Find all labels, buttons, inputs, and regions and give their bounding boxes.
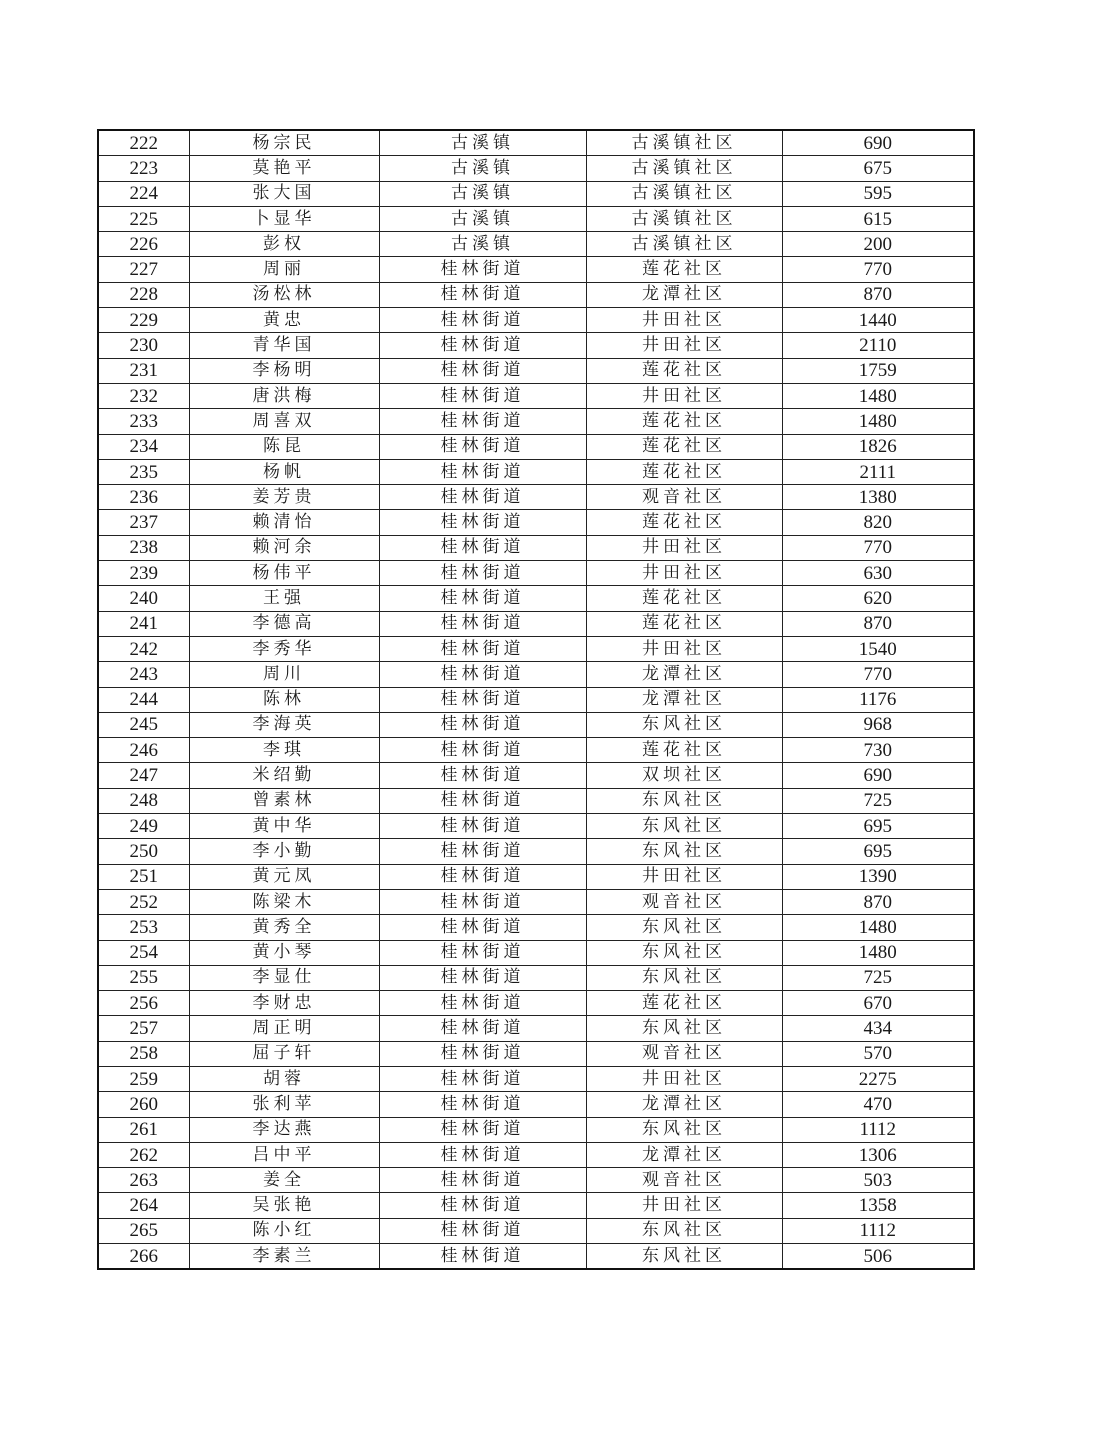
amount-cell: 1759 <box>782 358 974 383</box>
table-row <box>98 561 974 586</box>
community-cell: 观音社区 <box>586 1041 782 1066</box>
community-cell: 莲花社区 <box>586 991 782 1016</box>
table-row <box>98 1193 974 1218</box>
name-cell: 杨宗民 <box>189 130 379 156</box>
row-number-cell: 251 <box>98 864 189 889</box>
town-cell: 桂林街道 <box>379 358 586 383</box>
table-row <box>98 257 974 282</box>
amount-cell: 1112 <box>782 1117 974 1142</box>
row-number-cell: 222 <box>98 130 189 156</box>
community-cell: 井田社区 <box>586 308 782 333</box>
row-number-cell: 244 <box>98 687 189 712</box>
table-row <box>98 383 974 408</box>
town-cell: 桂林街道 <box>379 839 586 864</box>
name-cell: 周正明 <box>189 1016 379 1041</box>
name-cell: 杨伟平 <box>189 561 379 586</box>
name-cell: 王强 <box>189 586 379 611</box>
community-cell: 古溪镇社区 <box>586 181 782 206</box>
amount-cell: 2275 <box>782 1066 974 1091</box>
name-cell: 黄小琴 <box>189 940 379 965</box>
community-cell: 莲花社区 <box>586 738 782 763</box>
amount-cell: 870 <box>782 889 974 914</box>
name-cell: 李海英 <box>189 712 379 737</box>
amount-cell: 434 <box>782 1016 974 1041</box>
name-cell: 李财忠 <box>189 991 379 1016</box>
community-cell: 莲花社区 <box>586 358 782 383</box>
name-cell: 李素兰 <box>189 1244 379 1270</box>
row-number-cell: 257 <box>98 1016 189 1041</box>
amount-cell: 1480 <box>782 383 974 408</box>
row-number-cell: 263 <box>98 1168 189 1193</box>
row-number-cell: 239 <box>98 561 189 586</box>
name-cell: 黄元凤 <box>189 864 379 889</box>
town-cell: 桂林街道 <box>379 991 586 1016</box>
name-cell: 杨帆 <box>189 459 379 484</box>
town-cell: 桂林街道 <box>379 788 586 813</box>
name-cell: 黄忠 <box>189 308 379 333</box>
row-number-cell: 250 <box>98 839 189 864</box>
community-cell: 东风社区 <box>586 814 782 839</box>
town-cell: 古溪镇 <box>379 232 586 257</box>
town-cell: 古溪镇 <box>379 206 586 231</box>
amount-cell: 2111 <box>782 459 974 484</box>
table-row <box>98 459 974 484</box>
town-cell: 桂林街道 <box>379 662 586 687</box>
town-cell: 桂林街道 <box>379 561 586 586</box>
table-row <box>98 181 974 206</box>
name-cell: 黄中华 <box>189 814 379 839</box>
row-number-cell: 245 <box>98 712 189 737</box>
table-row <box>98 409 974 434</box>
amount-cell: 870 <box>782 611 974 636</box>
row-number-cell: 235 <box>98 459 189 484</box>
name-cell: 陈林 <box>189 687 379 712</box>
community-cell: 莲花社区 <box>586 409 782 434</box>
name-cell: 周丽 <box>189 257 379 282</box>
town-cell: 桂林街道 <box>379 915 586 940</box>
amount-cell: 725 <box>782 965 974 990</box>
name-cell: 赖清怡 <box>189 510 379 535</box>
name-cell: 张大国 <box>189 181 379 206</box>
amount-cell: 1112 <box>782 1218 974 1243</box>
row-number-cell: 231 <box>98 358 189 383</box>
row-number-cell: 261 <box>98 1117 189 1142</box>
amount-cell: 615 <box>782 206 974 231</box>
name-cell: 青华国 <box>189 333 379 358</box>
town-cell: 桂林街道 <box>379 814 586 839</box>
row-number-cell: 258 <box>98 1041 189 1066</box>
amount-cell: 690 <box>782 763 974 788</box>
row-number-cell: 243 <box>98 662 189 687</box>
row-number-cell: 253 <box>98 915 189 940</box>
community-cell: 东风社区 <box>586 788 782 813</box>
row-number-cell: 246 <box>98 738 189 763</box>
amount-cell: 595 <box>782 181 974 206</box>
table-row <box>98 864 974 889</box>
table-row <box>98 1066 974 1091</box>
community-cell: 东风社区 <box>586 940 782 965</box>
amount-cell: 770 <box>782 257 974 282</box>
row-number-cell: 241 <box>98 611 189 636</box>
amount-cell: 1540 <box>782 636 974 661</box>
row-number-cell: 223 <box>98 156 189 181</box>
amount-cell: 820 <box>782 510 974 535</box>
table-row <box>98 282 974 307</box>
row-number-cell: 260 <box>98 1092 189 1117</box>
community-cell: 龙潭社区 <box>586 282 782 307</box>
name-cell: 张利苹 <box>189 1092 379 1117</box>
town-cell: 桂林街道 <box>379 257 586 282</box>
table-row <box>98 232 974 257</box>
town-cell: 桂林街道 <box>379 940 586 965</box>
amount-cell: 770 <box>782 535 974 560</box>
name-cell: 陈梁木 <box>189 889 379 914</box>
community-cell: 井田社区 <box>586 383 782 408</box>
name-cell: 李琪 <box>189 738 379 763</box>
row-number-cell: 240 <box>98 586 189 611</box>
name-cell: 李杨明 <box>189 358 379 383</box>
table-row <box>98 333 974 358</box>
table-row <box>98 1041 974 1066</box>
amount-cell: 470 <box>782 1092 974 1117</box>
name-cell: 莫艳平 <box>189 156 379 181</box>
row-number-cell: 247 <box>98 763 189 788</box>
community-cell: 井田社区 <box>586 333 782 358</box>
town-cell: 古溪镇 <box>379 156 586 181</box>
name-cell: 唐洪梅 <box>189 383 379 408</box>
amount-cell: 1176 <box>782 687 974 712</box>
name-cell: 黄秀全 <box>189 915 379 940</box>
table-row <box>98 889 974 914</box>
table-row <box>98 1218 974 1243</box>
name-cell: 屈子轩 <box>189 1041 379 1066</box>
row-number-cell: 230 <box>98 333 189 358</box>
town-cell: 古溪镇 <box>379 130 586 156</box>
row-number-cell: 242 <box>98 636 189 661</box>
table-row <box>98 965 974 990</box>
town-cell: 桂林街道 <box>379 510 586 535</box>
name-cell: 姜芳贵 <box>189 485 379 510</box>
town-cell: 桂林街道 <box>379 459 586 484</box>
row-number-cell: 234 <box>98 434 189 459</box>
name-cell: 周喜双 <box>189 409 379 434</box>
community-cell: 东风社区 <box>586 1218 782 1243</box>
community-cell: 东风社区 <box>586 839 782 864</box>
table-row <box>98 1117 974 1142</box>
table-row <box>98 738 974 763</box>
table-row <box>98 611 974 636</box>
amount-cell: 570 <box>782 1041 974 1066</box>
town-cell: 桂林街道 <box>379 611 586 636</box>
table-row <box>98 156 974 181</box>
table-row <box>98 586 974 611</box>
town-cell: 桂林街道 <box>379 308 586 333</box>
town-cell: 桂林街道 <box>379 1193 586 1218</box>
community-cell: 观音社区 <box>586 889 782 914</box>
table-row <box>98 991 974 1016</box>
row-number-cell: 265 <box>98 1218 189 1243</box>
town-cell: 桂林街道 <box>379 434 586 459</box>
amount-cell: 695 <box>782 814 974 839</box>
community-cell: 古溪镇社区 <box>586 130 782 156</box>
row-number-cell: 226 <box>98 232 189 257</box>
town-cell: 桂林街道 <box>379 636 586 661</box>
town-cell: 桂林街道 <box>379 965 586 990</box>
amount-cell: 506 <box>782 1244 974 1270</box>
table-row <box>98 1016 974 1041</box>
community-cell: 龙潭社区 <box>586 687 782 712</box>
amount-cell: 1480 <box>782 915 974 940</box>
amount-cell: 675 <box>782 156 974 181</box>
table-row <box>98 130 974 156</box>
row-number-cell: 232 <box>98 383 189 408</box>
community-cell: 东风社区 <box>586 712 782 737</box>
town-cell: 桂林街道 <box>379 586 586 611</box>
community-cell: 古溪镇社区 <box>586 156 782 181</box>
town-cell: 桂林街道 <box>379 1168 586 1193</box>
town-cell: 桂林街道 <box>379 738 586 763</box>
row-number-cell: 254 <box>98 940 189 965</box>
table-row <box>98 535 974 560</box>
row-number-cell: 249 <box>98 814 189 839</box>
row-number-cell: 248 <box>98 788 189 813</box>
name-cell: 赖河余 <box>189 535 379 560</box>
town-cell: 桂林街道 <box>379 864 586 889</box>
amount-cell: 968 <box>782 712 974 737</box>
amount-cell: 503 <box>782 1168 974 1193</box>
row-number-cell: 237 <box>98 510 189 535</box>
name-cell: 胡蓉 <box>189 1066 379 1091</box>
roster-table-body <box>98 130 974 1269</box>
town-cell: 桂林街道 <box>379 485 586 510</box>
town-cell: 桂林街道 <box>379 1244 586 1270</box>
town-cell: 桂林街道 <box>379 535 586 560</box>
community-cell: 古溪镇社区 <box>586 206 782 231</box>
row-number-cell: 225 <box>98 206 189 231</box>
amount-cell: 1480 <box>782 940 974 965</box>
community-cell: 莲花社区 <box>586 510 782 535</box>
town-cell: 桂林街道 <box>379 409 586 434</box>
table-row <box>98 915 974 940</box>
community-cell: 莲花社区 <box>586 611 782 636</box>
name-cell: 陈昆 <box>189 434 379 459</box>
community-cell: 井田社区 <box>586 561 782 586</box>
community-cell: 井田社区 <box>586 864 782 889</box>
name-cell: 李秀华 <box>189 636 379 661</box>
table-row <box>98 712 974 737</box>
row-number-cell: 233 <box>98 409 189 434</box>
amount-cell: 1480 <box>782 409 974 434</box>
table-row <box>98 814 974 839</box>
name-cell: 周川 <box>189 662 379 687</box>
town-cell: 桂林街道 <box>379 1066 586 1091</box>
name-cell: 卜显华 <box>189 206 379 231</box>
table-row <box>98 358 974 383</box>
name-cell: 陈小红 <box>189 1218 379 1243</box>
name-cell: 李达燕 <box>189 1117 379 1142</box>
community-cell: 井田社区 <box>586 636 782 661</box>
table-row <box>98 434 974 459</box>
community-cell: 井田社区 <box>586 535 782 560</box>
row-number-cell: 262 <box>98 1142 189 1167</box>
community-cell: 观音社区 <box>586 485 782 510</box>
name-cell: 吴张艳 <box>189 1193 379 1218</box>
town-cell: 桂林街道 <box>379 1092 586 1117</box>
amount-cell: 670 <box>782 991 974 1016</box>
name-cell: 汤松林 <box>189 282 379 307</box>
table-row <box>98 662 974 687</box>
name-cell: 李德高 <box>189 611 379 636</box>
name-cell: 姜全 <box>189 1168 379 1193</box>
amount-cell: 630 <box>782 561 974 586</box>
town-cell: 古溪镇 <box>379 181 586 206</box>
town-cell: 桂林街道 <box>379 889 586 914</box>
town-cell: 桂林街道 <box>379 687 586 712</box>
amount-cell: 2110 <box>782 333 974 358</box>
town-cell: 桂林街道 <box>379 282 586 307</box>
table-row <box>98 308 974 333</box>
table-row <box>98 636 974 661</box>
amount-cell: 695 <box>782 839 974 864</box>
table-row <box>98 1092 974 1117</box>
town-cell: 桂林街道 <box>379 1218 586 1243</box>
community-cell: 莲花社区 <box>586 459 782 484</box>
community-cell: 观音社区 <box>586 1168 782 1193</box>
town-cell: 桂林街道 <box>379 1041 586 1066</box>
community-cell: 东风社区 <box>586 965 782 990</box>
table-row <box>98 510 974 535</box>
community-cell: 东风社区 <box>586 1117 782 1142</box>
row-number-cell: 266 <box>98 1244 189 1270</box>
table-row <box>98 788 974 813</box>
table-row <box>98 940 974 965</box>
town-cell: 桂林街道 <box>379 712 586 737</box>
row-number-cell: 227 <box>98 257 189 282</box>
row-number-cell: 236 <box>98 485 189 510</box>
name-cell: 吕中平 <box>189 1142 379 1167</box>
row-number-cell: 228 <box>98 282 189 307</box>
amount-cell: 1380 <box>782 485 974 510</box>
table-row <box>98 1142 974 1167</box>
community-cell: 莲花社区 <box>586 257 782 282</box>
community-cell: 双坝社区 <box>586 763 782 788</box>
town-cell: 桂林街道 <box>379 1142 586 1167</box>
amount-cell: 725 <box>782 788 974 813</box>
community-cell: 莲花社区 <box>586 586 782 611</box>
name-cell: 李显仕 <box>189 965 379 990</box>
amount-cell: 770 <box>782 662 974 687</box>
town-cell: 桂林街道 <box>379 383 586 408</box>
amount-cell: 870 <box>782 282 974 307</box>
amount-cell: 1306 <box>782 1142 974 1167</box>
amount-cell: 1826 <box>782 434 974 459</box>
table-row <box>98 485 974 510</box>
town-cell: 桂林街道 <box>379 1016 586 1041</box>
amount-cell: 690 <box>782 130 974 156</box>
row-number-cell: 256 <box>98 991 189 1016</box>
community-cell: 东风社区 <box>586 915 782 940</box>
town-cell: 桂林街道 <box>379 1117 586 1142</box>
community-cell: 东风社区 <box>586 1244 782 1270</box>
row-number-cell: 252 <box>98 889 189 914</box>
amount-cell: 1358 <box>782 1193 974 1218</box>
community-cell: 东风社区 <box>586 1016 782 1041</box>
amount-cell: 1440 <box>782 308 974 333</box>
community-cell: 莲花社区 <box>586 434 782 459</box>
community-cell: 井田社区 <box>586 1193 782 1218</box>
community-cell: 龙潭社区 <box>586 1142 782 1167</box>
row-number-cell: 229 <box>98 308 189 333</box>
community-cell: 古溪镇社区 <box>586 232 782 257</box>
row-number-cell: 238 <box>98 535 189 560</box>
row-number-cell: 255 <box>98 965 189 990</box>
amount-cell: 200 <box>782 232 974 257</box>
town-cell: 桂林街道 <box>379 763 586 788</box>
roster-table <box>97 129 975 1270</box>
row-number-cell: 264 <box>98 1193 189 1218</box>
town-cell: 桂林街道 <box>379 333 586 358</box>
amount-cell: 620 <box>782 586 974 611</box>
row-number-cell: 224 <box>98 181 189 206</box>
community-cell: 龙潭社区 <box>586 1092 782 1117</box>
table-row <box>98 206 974 231</box>
amount-cell: 1390 <box>782 864 974 889</box>
name-cell: 曾素林 <box>189 788 379 813</box>
row-number-cell: 259 <box>98 1066 189 1091</box>
amount-cell: 730 <box>782 738 974 763</box>
table-row <box>98 839 974 864</box>
name-cell: 彭权 <box>189 232 379 257</box>
community-cell: 龙潭社区 <box>586 662 782 687</box>
table-row <box>98 1244 974 1270</box>
table-row <box>98 1168 974 1193</box>
name-cell: 李小勤 <box>189 839 379 864</box>
name-cell: 米绍勤 <box>189 763 379 788</box>
table-row <box>98 687 974 712</box>
table-row <box>98 763 974 788</box>
community-cell: 井田社区 <box>586 1066 782 1091</box>
